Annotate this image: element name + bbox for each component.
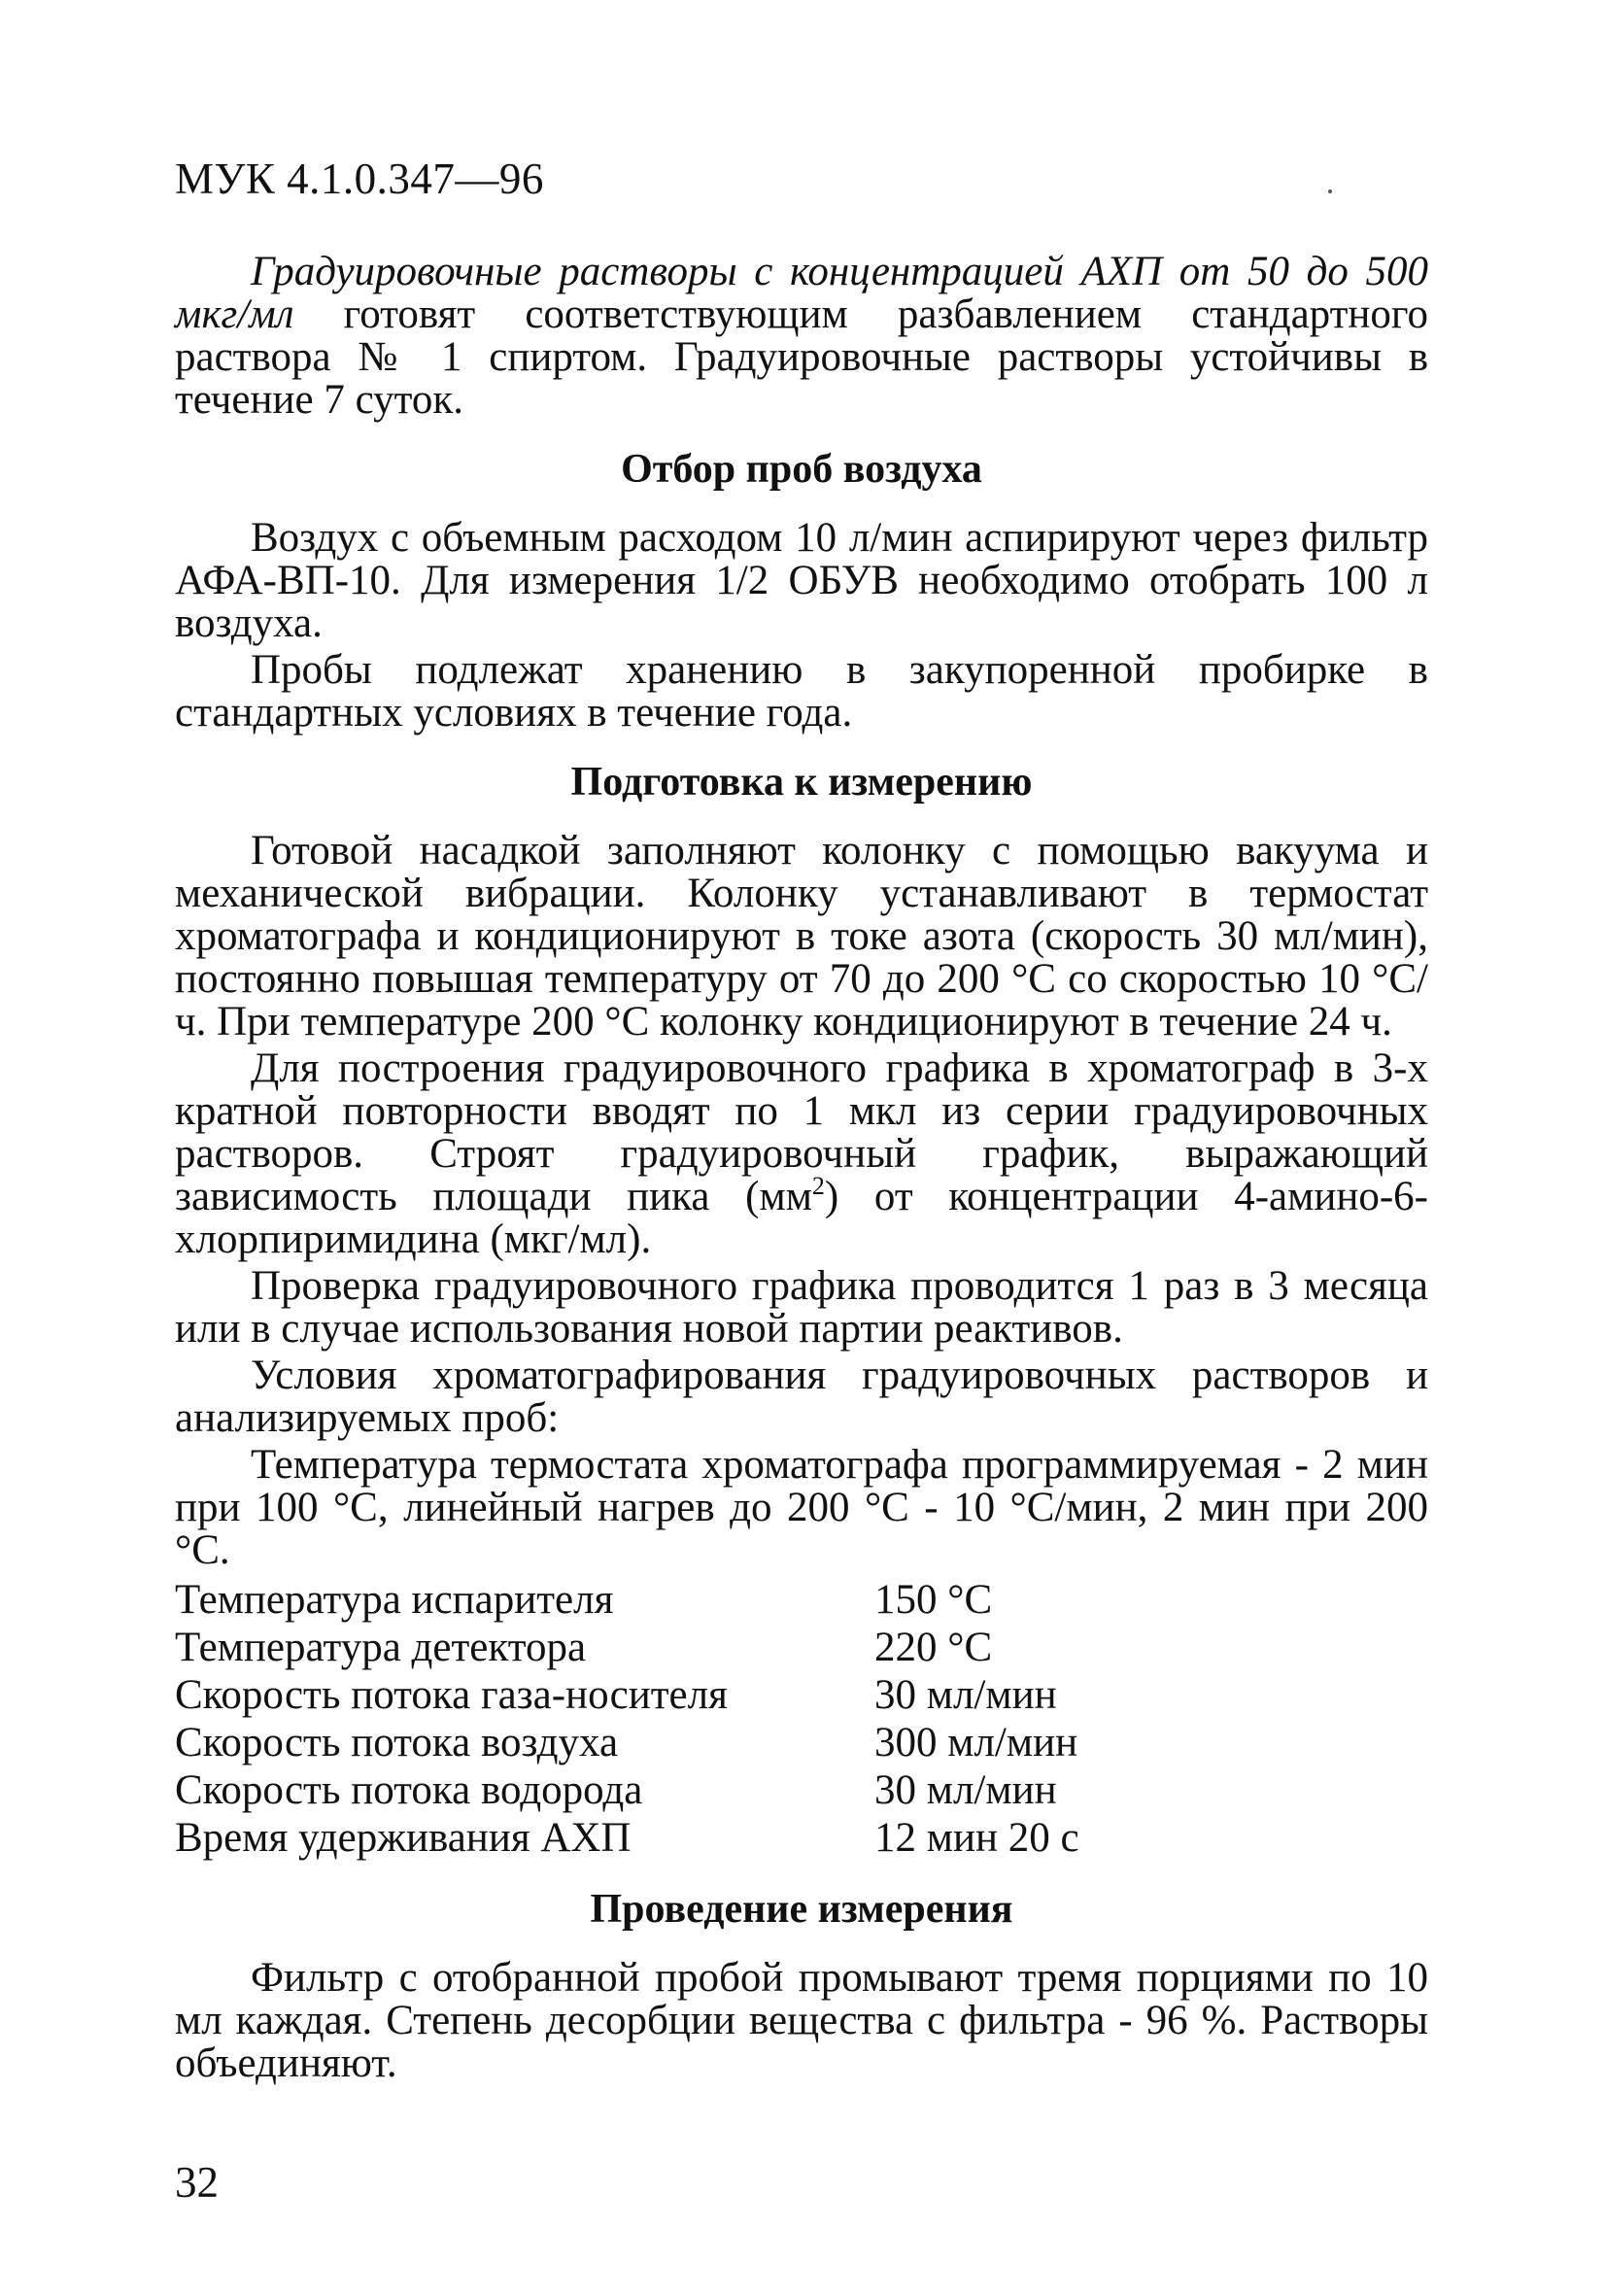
intro-paragraph <box>175 251 1428 422</box>
preparation-paragraph-4: Условия хроматографирования градуировочных растворов и анализируемых проб: <box>175 1353 1428 1441</box>
parameter-row <box>175 1766 1428 1814</box>
measurement-paragraph-1: Фильтр с отобранной пробой промывают тремя порциями по 10 мл каждая. Степень десорбции вещества с фильтра - 96 %. Растворы объединяют. <box>175 1955 1428 2086</box>
print-speck <box>1328 189 1332 193</box>
parameter-row <box>175 1671 1428 1719</box>
parameter-row <box>175 1814 1428 1862</box>
parameter-value: 150 °С <box>874 1577 993 1623</box>
page-number: 32 <box>175 2158 219 2207</box>
parameter-name: Температура испарителя <box>175 1577 614 1623</box>
sampling-paragraph-2: Пробы подлежат хранению в закупоренной пробирке в стандартных условиях в течение года. <box>175 647 1428 736</box>
parameter-row <box>175 1719 1428 1766</box>
parameter-value: 30 мл/мин <box>874 1672 1057 1718</box>
preparation-paragraph-2-text: Для построения градуировочного графика в хроматограф в 3-х кратной повторности вводят по 1 мкл из серии градуировочных растворов. Строят градуировочный график, выражающий зависимость площади пика (мм <box>175 1045 1428 1219</box>
parameter-value: 300 мл/мин <box>874 1720 1078 1765</box>
parameter-row <box>175 1576 1428 1624</box>
parameter-value: 220 °С <box>874 1625 993 1670</box>
intro-italic-lead: Градуировочные растворы с концентрацией АХП от 50 до 500 мкг/мл <box>175 249 1428 337</box>
preparation-paragraph-5: Температура термостата хроматографа программируемая - 2 мин при 100 °С, линейный нагрев до 200 °С - 10 °С/мин, 2 мин при 200 °С. <box>175 1442 1428 1573</box>
preparation-paragraph-2-tail: ) от концентрации 4-амино-6-хлорпиримидина (мкг/мл). <box>175 1174 1428 1262</box>
parameter-name: Скорость потока водорода <box>175 1767 643 1813</box>
parameter-row <box>175 1624 1428 1671</box>
preparation-paragraph-3: Проверка градуировочного графика проводится 1 раз в 3 месяца или в случае использования новой партии реактивов. <box>175 1263 1428 1352</box>
section-title-preparation: Подготовка к измерению <box>570 760 1033 805</box>
intro-text: готовят соответствующим разбавлением стандартного раствора № 1 спиртом. Градуировочные растворы устойчивы в течение 7 суток. <box>175 291 1428 423</box>
superscript-two: 2 <box>811 1172 825 1200</box>
parameter-value: 12 мин 20 с <box>874 1815 1079 1861</box>
section-title-measurement: Проведение измерения <box>590 1887 1013 1932</box>
document-page <box>175 154 1428 2207</box>
parameter-name: Скорость потока воздуха <box>175 1720 619 1765</box>
preparation-paragraph-1: Готовой насадкой заполняют колонку с помощью вакуума и механической вибрации. Колонку устанавливают в термостат хроматографа и кондиционируют в токе азота (скорость 30 мл/мин), постоянно повышая температуру от 70 до 200 °С со скоростью 10 °С/ч. При температуре 200 °С колонку кондиционируют в течение 24 ч. <box>175 828 1428 1045</box>
chromatography-parameters <box>175 1576 1428 1862</box>
preparation-paragraph-2 <box>175 1047 1428 1261</box>
parameter-name: Время удерживания АХП <box>175 1815 632 1861</box>
parameter-name: Температура детектора <box>175 1625 587 1670</box>
parameter-name: Скорость потока газа-носителя <box>175 1672 728 1718</box>
running-head: МУК 4.1.0.347—96 <box>175 154 544 203</box>
parameter-value: 30 мл/мин <box>874 1767 1057 1813</box>
sampling-paragraph-1: Воздух с объемным расходом 10 л/мин аспирируют через фильтр АФА-ВП-10. Для измерения 1/2 ОБУВ необходимо отобрать 100 л воздуха. <box>175 515 1428 646</box>
section-title-sampling: Отбор проб воздуха <box>621 447 982 492</box>
